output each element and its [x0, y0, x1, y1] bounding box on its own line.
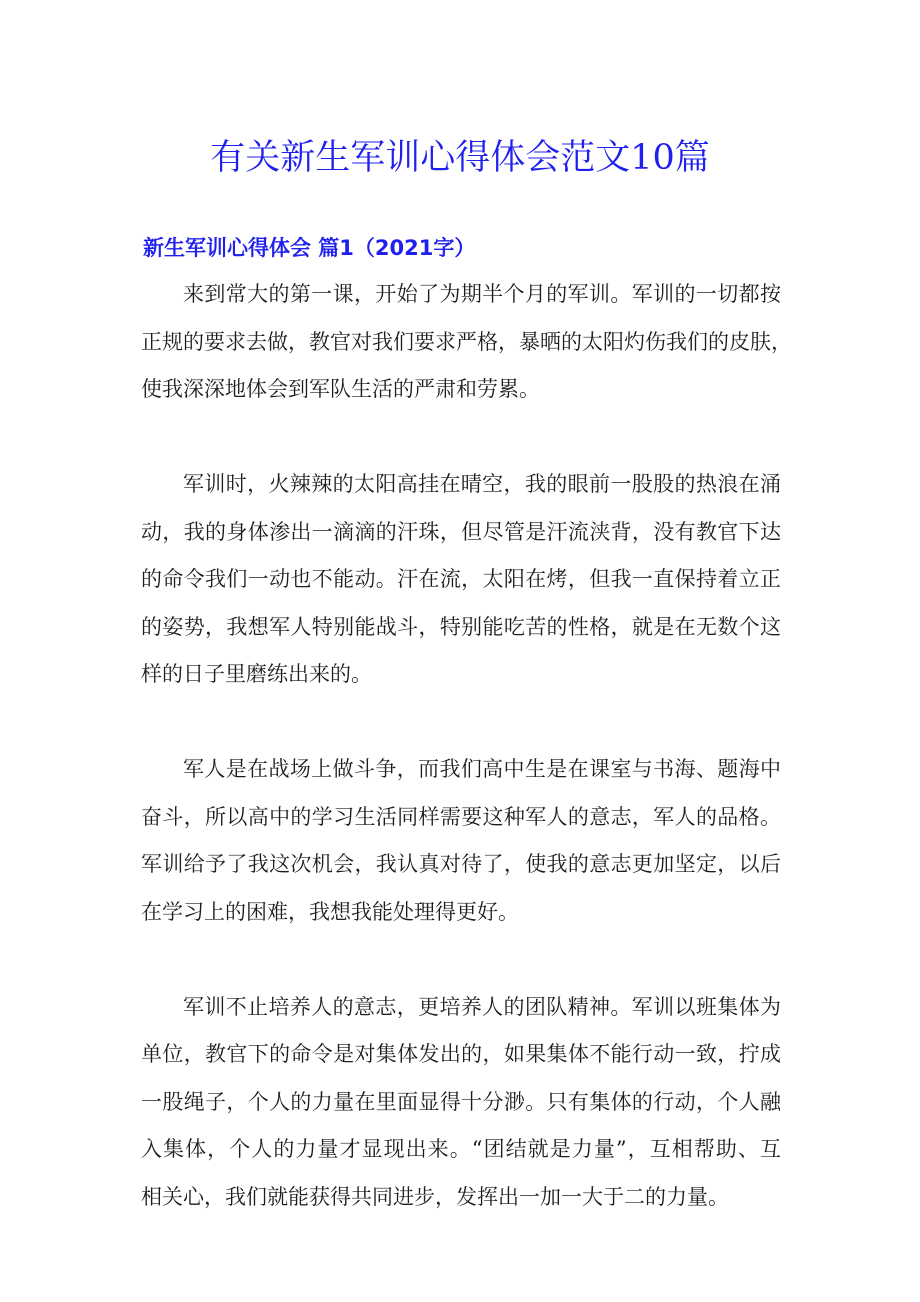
paragraph-3 [141, 746, 781, 936]
paragraph-line: 军训不止培养人的意志，更培养人的团队精神。军训以班集体为 [183, 994, 781, 1019]
paragraph-line: 入集体，个人的力量才显现出来。“团结就是力量”，互相帮助、互 [141, 1137, 781, 1161]
section-heading: 新生军训心得体会 篇1（2021字） [143, 236, 476, 260]
paragraph-line: 军训给予了我这次机会，我认真对待了，使我的意志更加坚定，以后 [141, 852, 781, 876]
paragraph-line: 一股绳子，个人的力量在里面显得十分渺。只有集体的行动，个人融 [141, 1089, 781, 1114]
paragraph-line: 奋斗，所以高中的学习生活同样需要这种军人的意志，军人的品格。 [141, 804, 781, 829]
paragraph-line: 使我深深地体会到军队生活的严肃和劳累。 [141, 377, 540, 401]
paragraph-line: 来到常大的第一课，开始了为期半个月的军训。军训的一切都按 [183, 282, 781, 306]
section-body [141, 271, 792, 1269]
paragraph-2 [141, 461, 781, 699]
paragraph-line: 相关心，我们就能获得共同进步，发挥出一加一大于二的力量。 [141, 1184, 729, 1209]
paragraph-line: 正规的要求去做，教官对我们要求严格，暴晒的太阳灼伤我们的皮肤， [141, 329, 792, 354]
paragraph-line: 样的日子里磨练出来的。 [141, 662, 372, 686]
paragraph-line: 在学习上的困难，我想我能处理得更好。 [141, 899, 519, 924]
paragraph-line: 军人是在战场上做斗争，而我们高中生是在课室与书海、题海中 [183, 757, 781, 781]
document-title: 有关新生军训心得体会范文10篇 [210, 138, 710, 178]
paragraph-1 [141, 271, 792, 414]
paragraph-4 [141, 984, 781, 1222]
paragraph-line: 的姿势，我想军人特别能战斗，特别能吃苦的性格，就是在无数个这 [141, 614, 781, 639]
paragraph-line: 动，我的身体渗出一滴滴的汗珠，但尽管是汗流浃背，没有教官下达 [141, 519, 781, 544]
paragraph-line: 的命令我们一动也不能动。汗在流，太阳在烤，但我一直保持着立正 [141, 567, 781, 591]
paragraph-line: 单位，教官下的命令是对集体发出的，如果集体不能行动一致，拧成 [141, 1042, 781, 1066]
paragraph-line: 军训时，火辣辣的太阳高挂在晴空，我的眼前一股股的热浪在涌 [183, 472, 781, 496]
